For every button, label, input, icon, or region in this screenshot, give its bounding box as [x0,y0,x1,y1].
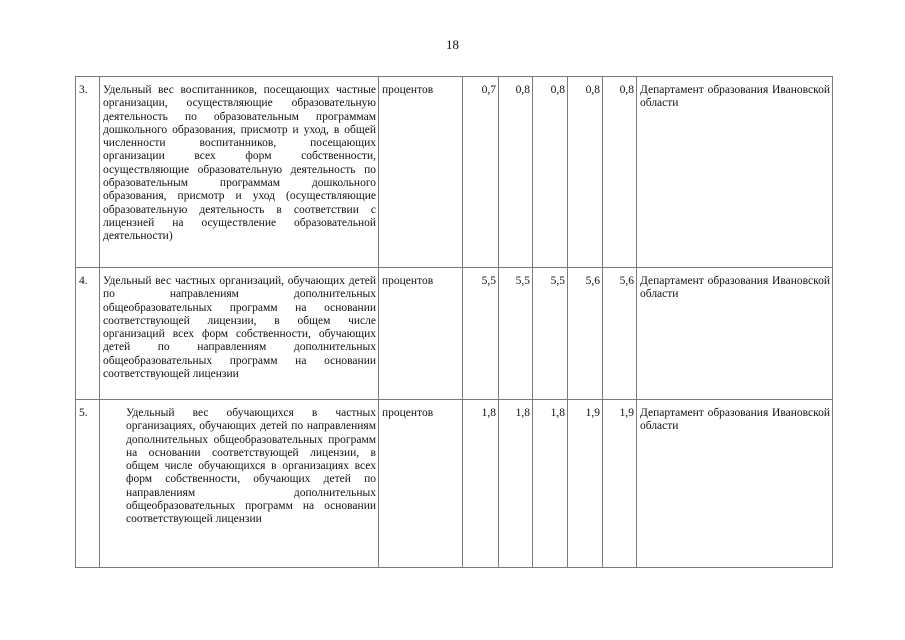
responsible-department: Департамент образования Ивановской области [637,268,833,400]
responsible-department: Департамент образования Ивановской области [637,77,833,268]
responsible-department: Департамент образования Ивановской области [637,400,833,568]
unit-cell: процентов [379,268,463,400]
value-cell: 5,6 [568,268,603,400]
value-cell: 1,8 [499,400,533,568]
value-cell: 1,9 [568,400,603,568]
value-cell: 1,8 [533,400,568,568]
row-number: 4. [76,268,100,400]
value-cell: 5,5 [463,268,499,400]
indicators-table [75,76,833,568]
value-cell: 5,5 [533,268,568,400]
unit-cell: процентов [379,400,463,568]
value-cell: 1,9 [603,400,637,568]
row-number: 3. [76,77,100,268]
indicator-description: Удельный вес воспитанников, посещающих частные организации, осуществляющие образовательную деятельность по образовательным программам дошкольного образования, присмотр и уход, в общей численности воспитанников, посещающих организации всех форм собственности, осуществляющие образовательную деятельность по образовательным программам дошкольного образования, присмотр и уход (осуществляющие образовательную деятельность в соответствии с лицензией на осуществление образовательной деятельности) [100,77,379,268]
value-cell: 0,7 [463,77,499,268]
row-number: 5. [76,400,100,568]
table-row [76,268,833,400]
value-cell: 5,5 [499,268,533,400]
unit-cell: процентов [379,77,463,268]
value-cell: 5,6 [603,268,637,400]
value-cell: 0,8 [603,77,637,268]
value-cell: 0,8 [568,77,603,268]
indicator-description: Удельный вес обучающихся в частных организациях, обучающих детей по направлениям дополнительных общеобразовательных программ на основании соответствующей лицензии, в общем числе обучающихся в организациях всех форм собственности, обучающих детей по направлениям дополнительных общеобразовательных программ на основании соответствующей лицензии [100,400,379,568]
page-number: 18 [446,37,459,52]
value-cell: 0,8 [499,77,533,268]
table-row [76,400,833,568]
table-row [76,77,833,268]
value-cell: 0,8 [533,77,568,268]
indicator-description: Удельный вес частных организаций, обучающих детей по направлениям дополнительных общеобразовательных программ на основании соответствующей лицензии, в общем числе организаций всех форм собственности, обучающих детей по направлениям дополнительных общеобразовательных программ на основании соответствующей лицензии [100,268,379,400]
value-cell: 1,8 [463,400,499,568]
